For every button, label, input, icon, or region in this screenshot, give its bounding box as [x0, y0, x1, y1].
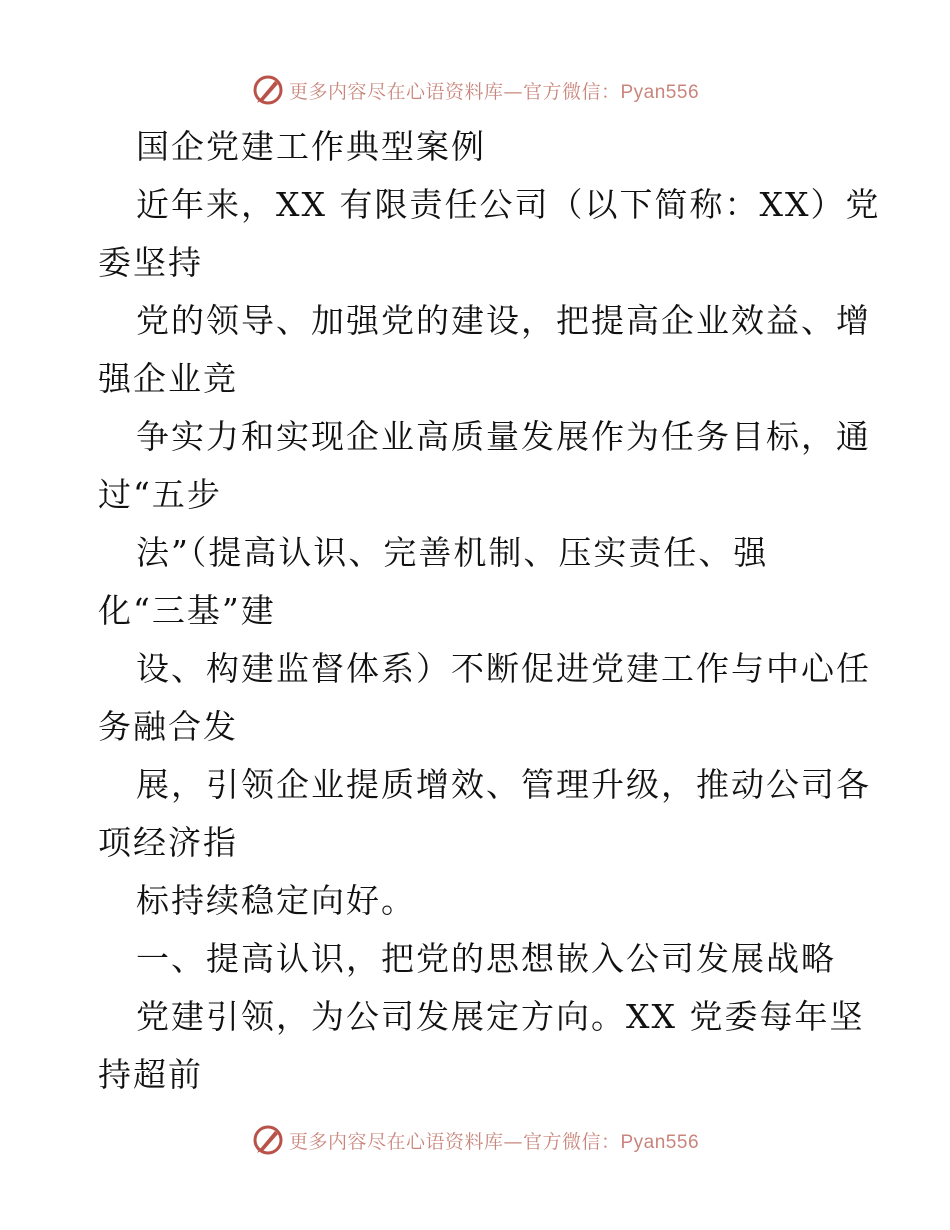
pen-circle-logo-icon — [251, 73, 285, 107]
paragraph-line: 设、构建监督体系）不断促进党建工作与中心任 — [136, 649, 871, 688]
paragraph-line: 近年来，XX 有限责任公司（以下简称：XX）党 — [136, 185, 881, 224]
paragraph-line: 委坚持 — [98, 243, 203, 282]
document-title: 国企党建工作典型案例 — [136, 127, 486, 166]
section-heading: 一、提高认识，把党的思想嵌入公司发展战略 — [136, 939, 836, 978]
paragraph-line: 展，引领企业提质增效、管理升级，推动公司各 — [136, 765, 871, 804]
paragraph-line: 过“五步 — [98, 475, 222, 514]
paragraph-line: 争实力和实现企业高质量发展作为任务目标，通 — [136, 417, 871, 456]
watermark-wechat-id: Pyan556 — [620, 1131, 700, 1153]
footer-watermark — [0, 1120, 950, 1160]
paragraph-line: 务融合发 — [98, 707, 238, 746]
watermark-label: 更多内容尽在心语资料库—官方微信： — [288, 1130, 621, 1153]
paragraph-line: 标持续稳定向好。 — [136, 881, 416, 920]
paragraph-line: 党建引领，为公司发展定方向。XX 党委每年坚 — [136, 997, 865, 1036]
paragraph-line: 持超前 — [98, 1055, 203, 1094]
paragraph-line: 党的领导、加强党的建设，把提高企业效益、增 — [136, 301, 871, 340]
watermark-text — [289, 1127, 699, 1154]
paragraph-line: 项经济指 — [98, 823, 238, 862]
watermark-wechat-id: Pyan556 — [620, 81, 700, 103]
pen-circle-logo-icon — [251, 1123, 285, 1157]
watermark-label: 更多内容尽在心语资料库—官方微信： — [288, 80, 621, 103]
header-watermark — [0, 70, 950, 110]
paragraph-line: 法”（提高认识、完善机制、压实责任、强 — [136, 533, 769, 572]
watermark-text — [289, 77, 699, 104]
paragraph-line: 强企业竞 — [98, 359, 238, 398]
document-body — [98, 118, 881, 1104]
paragraph-line: 化“三基”建 — [98, 591, 276, 630]
